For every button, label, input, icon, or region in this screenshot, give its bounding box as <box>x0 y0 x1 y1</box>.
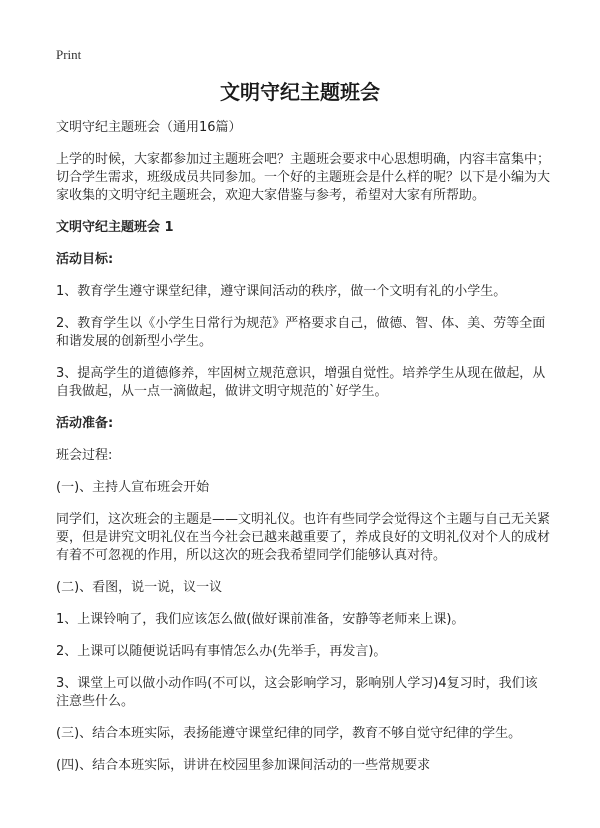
print-link[interactable]: Print <box>56 47 82 62</box>
question-item: 3、课堂上可以做小动作吗(不可以，这会影响学习，影响别人学习)4复习时，我们该注意些什么。 <box>56 676 538 709</box>
intro-paragraph: 上学的时候，大家都参加过主题班会吧？主题班会要求中心思想明确，内容丰富集中；切合学生需求，班级成员共同参加。一个好的主题班会是什么样的呢？以下是小编为大家收集的文明守纪主题班会，欢迎大家借鉴与参考，希望对大家有所帮助。 <box>56 152 551 203</box>
step-title: (二)、看图，说一说，议一议 <box>56 580 223 595</box>
step-title: (一)、主持人宣布班会开始 <box>56 480 210 495</box>
process-label: 班会过程: <box>56 448 113 463</box>
step-title: (四)、结合本班实际，讲讲在校园里参加课间活动的一些常规要求 <box>56 758 431 773</box>
document-body <box>56 119 550 787</box>
step-text: 同学们，这次班会的主题是——文明礼仪。也许有些同学会觉得这个主题与自己无关紧要，但是讲究文明礼仪在当今社会已越来越重要了，养成良好的文明礼仪对个人的成材有着不可忽视的作用，所以这次的班会我希望同学们能够认真对待。 <box>56 512 551 563</box>
section-title: 文明守纪主题班会 1 <box>56 220 174 235</box>
goals-heading: 活动目标: <box>56 252 114 267</box>
document-subtitle: 文明守纪主题班会（通用16篇） <box>56 120 242 135</box>
step-title: (三)、结合本班实际，表扬能遵守课堂纪律的同学，教育不够自觉守纪律的学生。 <box>56 726 522 741</box>
question-item: 1、上课铃响了，我们应该怎么做(做好课前准备，安静等老师来上课)。 <box>56 612 465 627</box>
goal-item: 2、教育学生以《小学生日常行为规范》严格要求自己，做德、智、体、美、劳等全面和谐发展的创新型小学生。 <box>56 316 546 349</box>
goal-item: 3、提高学生的道德修养，牢固树立规范意识，增强自觉性。培养学生从现在做起，从自我做起，从一点一滴做起，做讲文明守规范的`好学生。 <box>56 366 546 399</box>
page-title: 文明守纪主题班会 <box>220 80 380 104</box>
prep-heading: 活动准备: <box>56 416 114 431</box>
question-item: 2、上课可以随便说话吗有事情怎么办(先举手，再发言)。 <box>56 644 387 659</box>
goal-item: 1、教育学生遵守课堂纪律，遵守课间活动的秩序，做一个文明有礼的小学生。 <box>56 284 507 299</box>
